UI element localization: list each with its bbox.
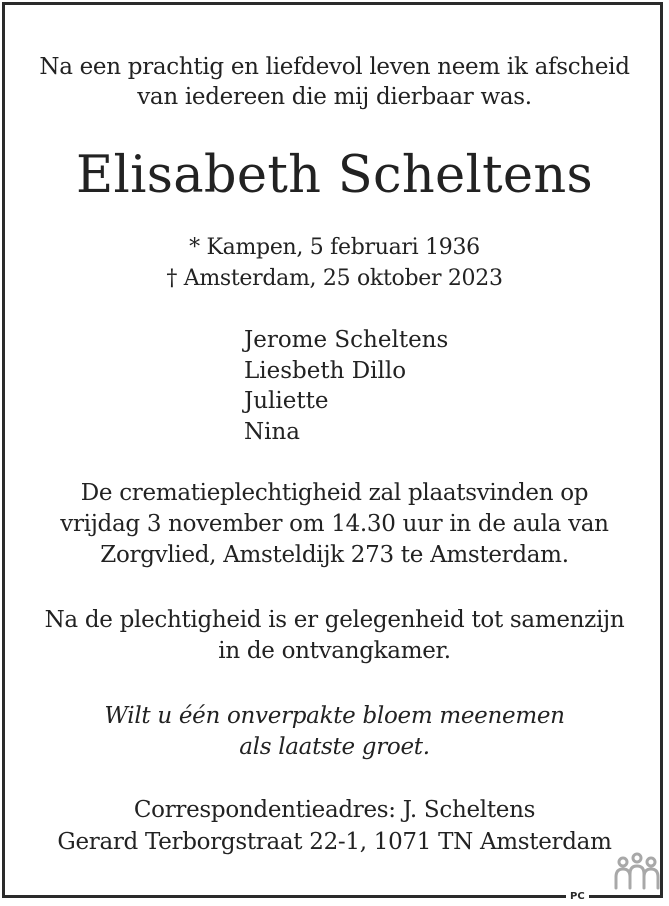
people-group-icon [612, 852, 662, 892]
family-list [244, 325, 448, 447]
family-member: Juliette [244, 388, 329, 414]
correspondence-line-1: Correspondentieadres: J. Scheltens [133, 797, 536, 823]
family-member: Nina [244, 418, 301, 445]
request-line-1: Wilt u één onverpakte bloem meenemen [104, 703, 565, 729]
family-member: Liesbeth Dillo [244, 357, 407, 384]
request-line-2: als laatste groet. [239, 734, 430, 760]
intro-line-2: van iedereen die mij dierbaar was. [137, 84, 532, 110]
ceremony-line-2: vrijdag 3 november om 14.30 uur in de aula van [60, 511, 609, 537]
deceased-name: Elisabeth Scheltens [75, 146, 594, 205]
publisher-mark: PC [566, 891, 589, 903]
intro-line-1: Na een prachtig en liefdevol leven neem ik afscheid [39, 54, 630, 80]
birth-line: * Kampen, 5 februari 1936 [189, 235, 480, 260]
death-line: † Amsterdam, 25 oktober 2023 [166, 266, 503, 291]
ceremony-line-1: De crematieplechtigheid zal plaatsvinden op [80, 480, 589, 506]
gathering-line-1: Na de plechtigheid is er gelegenheid tot samenzijn [44, 607, 625, 633]
family-member: Jerome Scheltens [244, 327, 449, 353]
ceremony-line-3: Zorgvlied, Amsteldijk 273 te Amsterdam. [100, 542, 569, 568]
correspondence-line-2: Gerard Terborgstraat 22-1, 1071 TN Amsterdam [57, 829, 612, 855]
gathering-line-2: in de ontvangkamer. [218, 638, 451, 664]
notice-border [2, 2, 663, 898]
